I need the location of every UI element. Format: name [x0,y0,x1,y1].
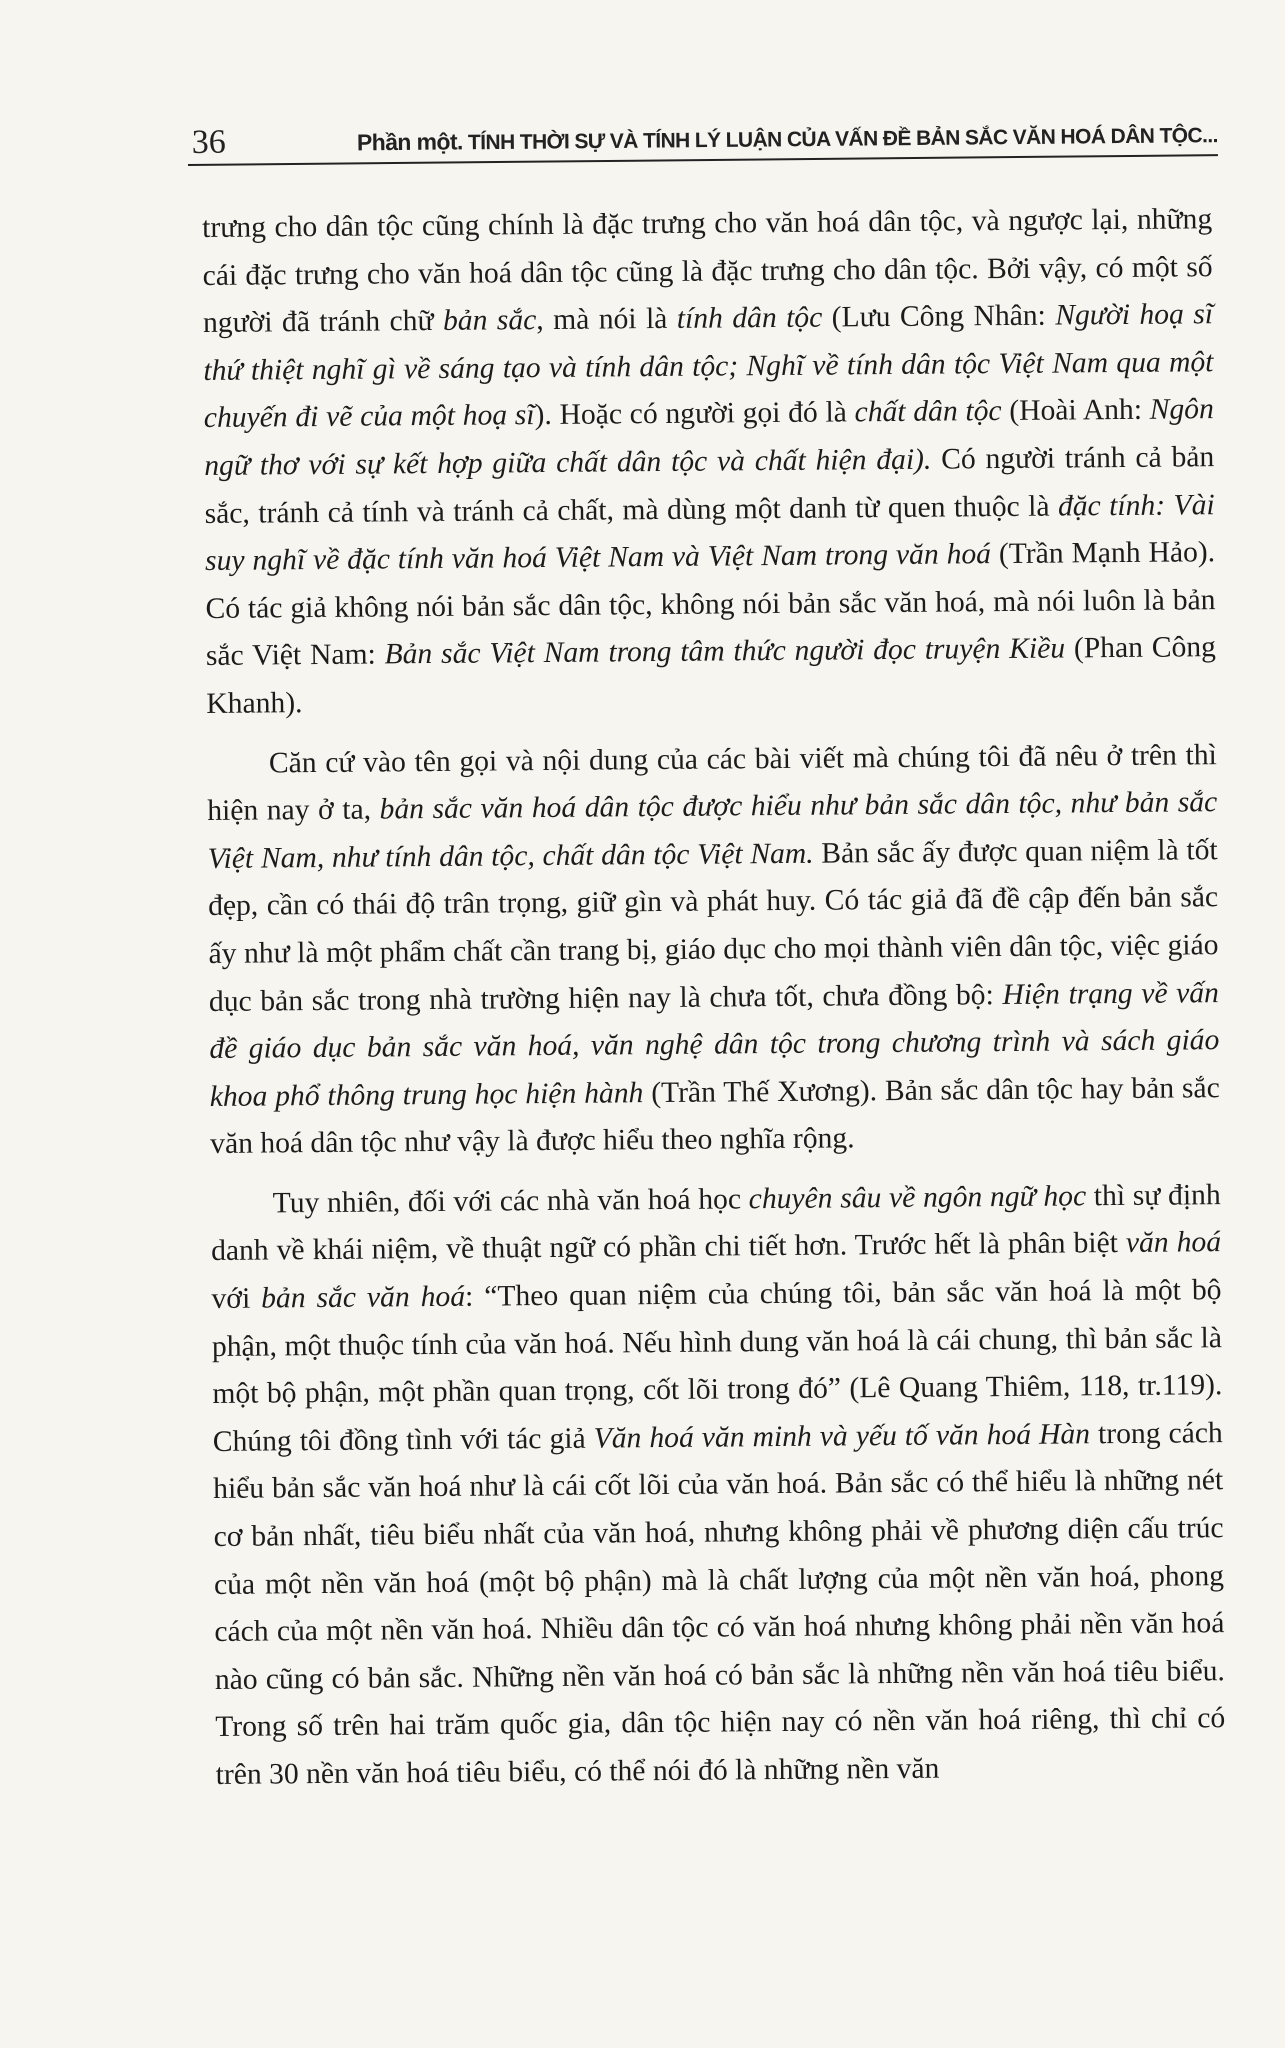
italic-run: chất dân tộc [854,395,1002,429]
paragraph-1 [202,196,1217,728]
text-run: : “Theo quan niệm của chúng tôi, bản sắc văn hoá là một bộ phận, một thuộc tính của văn hoá. Nếu hình dung văn hoá là cái chung, thì bản sắc là một bộ phận, một phần quan trọng, cốt lõi trong đó” (Lê Quang Thiêm, 118, tr.119). Chúng tôi đồng tình với tác giả [211,1274,1223,1458]
body-text [202,196,1226,1811]
page-number: 36 [191,123,226,161]
text-run: (Hoài Anh: [1001,394,1150,428]
running-head [357,121,1218,156]
text-run: (Lưu Công Nhân: [822,299,1056,334]
italic-run: văn hoá [1125,1226,1222,1260]
part-title: TÍNH THỜI SỰ VÀ TÍNH LÝ LUẬN CỦA VẤN ĐỀ BẢN SẮC VĂN HOÁ DÂN TỘC... [462,124,1218,155]
page-header [187,82,1218,166]
text-run: Bản sắc ấy được quan niệm là tốt đẹp, cần có thái độ trân trọng, giữ gìn và phát huy. Có tác giả đã đề cập đến bản sắc ấy như là một phẩm chất cần trang bị, giáo dục cho mọi thành viên dân tộc, việc giáo dục bản sắc trong nhà trường hiện nay là chưa tốt, chưa đồng bộ: [207,833,1219,1018]
text-run: Có người tránh cả bản sắc, tránh cả tính và tránh cả chất, mà dùng một danh từ quen thuộc là [204,441,1215,530]
text-run: (Trần Mạnh Hảo). Có tác giả không nói bản sắc dân tộc, không nói bản sắc văn hoá, mà nói luôn là bản sắc Việt Nam: [205,536,1216,673]
part-label: Phần một. [356,128,463,156]
italic-run: Hiện trạng về vấn đề giáo dục bản sắc văn hoá, văn nghệ dân tộc trong chương trình và sách giáo khoa phổ thông trung học hiện hành [209,976,1220,1113]
text-run: (Trần Thế Xương). Bản sắc dân tộc hay bản sắc văn hoá dân tộc như vậy là được hiểu theo nghĩa rộng. [210,1071,1220,1161]
text-run: trưng cho dân tộc cũng chính là đặc trưng cho văn hoá dân tộc, và ngược lại, những cái đặc trưng cho văn hoá dân tộc cũng là đặc trưng cho dân tộc. Bởi vậy, có một số người đã tránh chữ [202,203,1213,340]
text-run: Căn cứ vào tên gọi và nội dung của các bài viết mà chúng tôi đã nêu ở trên thì hiện nay ở ta, [207,738,1217,828]
paragraph-3 [211,1172,1226,1800]
italic-run: Ngôn ngữ thơ với sự kết hợp giữa chất dân tộc và chất hiện đại). [204,393,1214,482]
text-run: trong cách hiểu bản sắc văn hoá như là cái cốt lõi của văn hoá. Bản sắc có thể hiểu là những nét cơ bản nhất, tiêu biểu nhất của văn hoá, nhưng không phải về phương diện cấu trúc của một nền văn hoá (một bộ phận) mà là chất lượng của một nền văn hoá, phong cách của một nền văn hoá. Nhiều dân tộc có văn hoá nhưng không phải nền văn hoá nào cũng có bản sắc. Những nền văn hoá có bản sắc là những nền văn hoá tiêu biểu. Trong số trên hai trăm quốc gia, dân tộc hiện nay có nền văn hoá riêng, thì chỉ có trên 30 nền văn hoá tiêu biểu, có thể nói đó là những nền văn [213,1416,1226,1791]
paragraph-2 [207,732,1221,1169]
italic-run: bản sắc văn hoá dân tộc được hiểu như bản sắc dân tộc, như bản sắc Việt Nam, như tính dân tộc, chất dân tộc Việt Nam. [207,786,1218,875]
italic-run: Văn hoá văn minh và yếu tố văn hoá Hàn [593,1418,1091,1455]
italic-run: chuyên sâu về ngôn ngữ học [748,1180,1087,1216]
text-run: với [211,1282,262,1316]
text-run: (Phan Công Khanh). [206,631,1217,720]
text-run: thì sự định danh về khái niệm, về thuật ngữ có phần chi tiết hơn. Trước hết là phân biệt [210,1179,1221,1268]
text-run: Tuy nhiên, đối với các nhà văn hoá học [272,1183,749,1220]
italic-run: tính dân tộc [676,301,823,336]
italic-run: Bản sắc Việt Nam trong tâm thức người đọc truyện Kiều [384,632,1066,671]
text-run: ). Hoặc có người gọi đó là [534,396,855,432]
text-run: , mà nói là [536,303,677,337]
italic-run: bản sắc [442,304,537,338]
italic-run: Người hoạ sĩ thứ thiệt nghĩ gì về sáng tạo và tính dân tộc; Nghĩ về tính dân tộc Việt Nam qua một chuyến đi vẽ của một hoạ sĩ [203,298,1214,435]
italic-run: đặc tính: Vài suy nghĩ về đặc tính văn hoá Việt Nam và Việt Nam trong văn hoá [204,488,1215,578]
italic-run: bản sắc văn hoá [261,1280,466,1315]
